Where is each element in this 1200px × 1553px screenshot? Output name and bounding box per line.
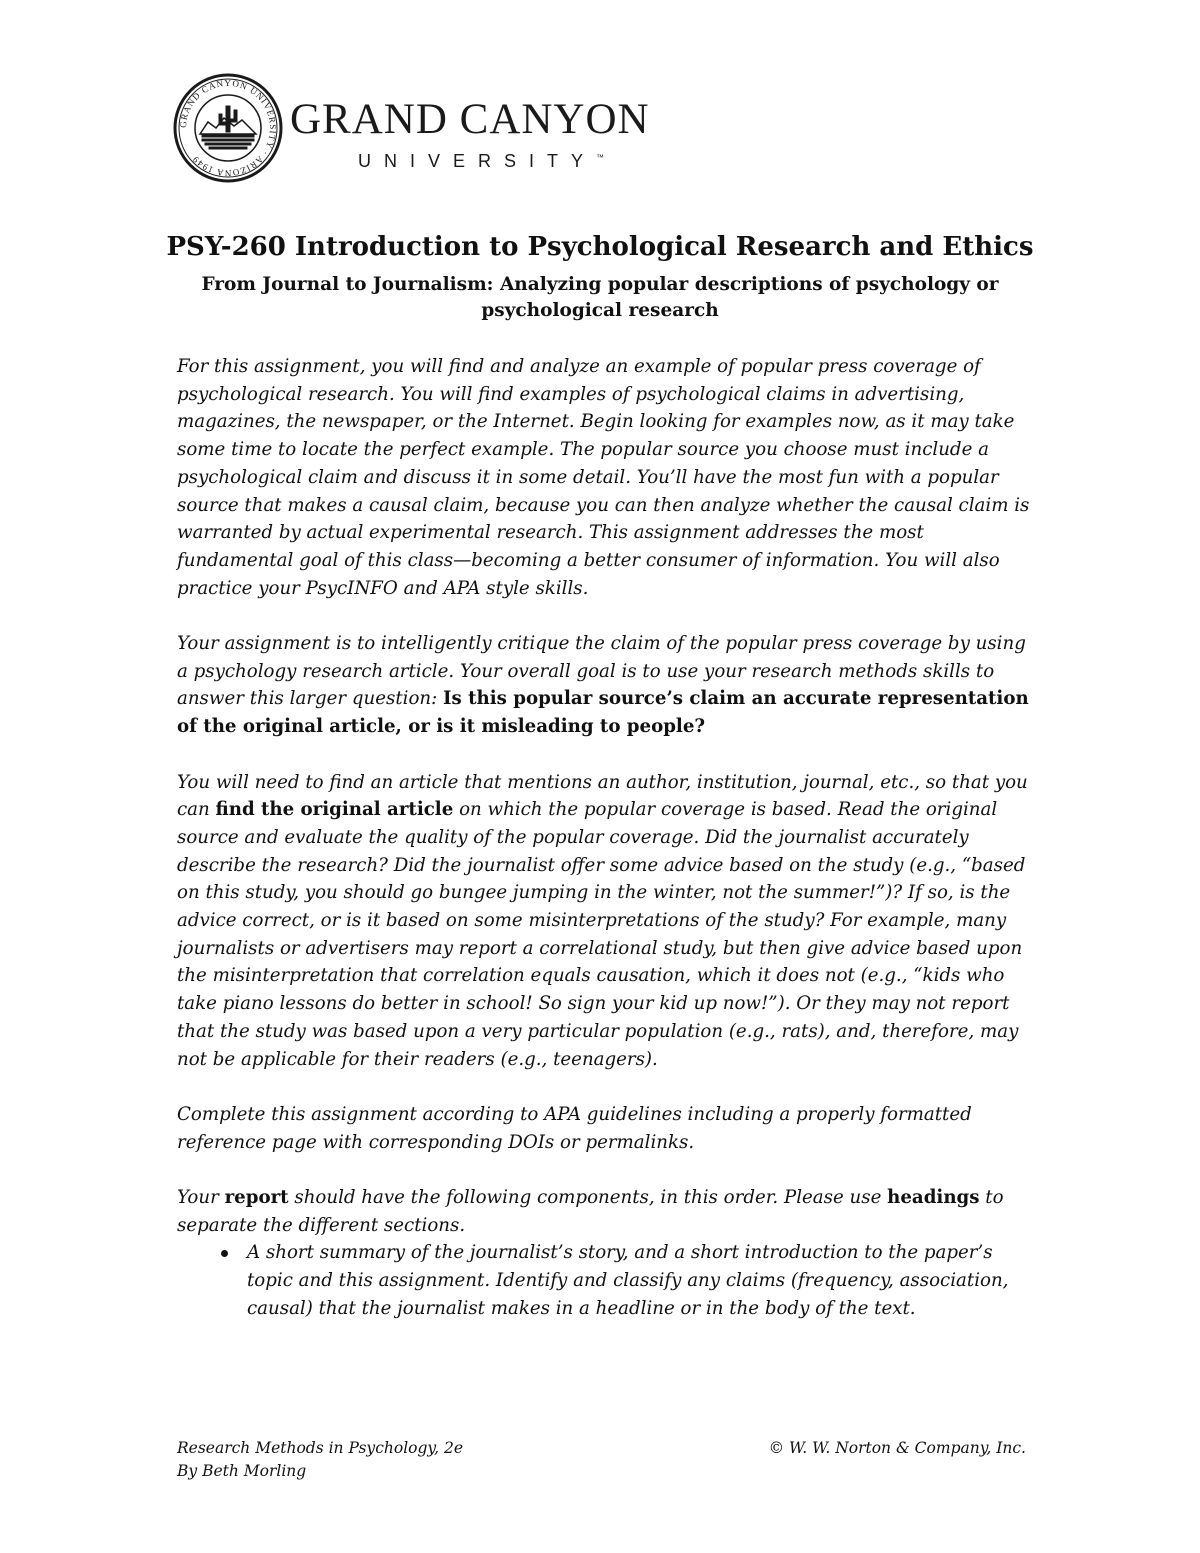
footer-book-title: Research Methods in Psychology, 2e <box>177 1439 463 1457</box>
bullet-icon <box>221 1250 228 1257</box>
footer-left <box>177 1437 463 1483</box>
page-title: PSY-260 Introduction to Psychological Research and Ethics <box>166 232 1034 262</box>
find-original-article-emphasis: find the original article <box>215 799 454 821</box>
paragraph-apa: Complete this assignment according to APA guidelines including a properly formatted reference page with corresponding DOIs or permalinks. <box>177 1103 972 1153</box>
university-logo <box>172 72 652 187</box>
paragraph-report-text-1: Your <box>177 1187 225 1209</box>
key-question: Is this popular source’s claim an accurate representation of the original article, or is it misleading to people? <box>177 688 1029 738</box>
page-subtitle: From Journal to Journalism: Analyzing popular descriptions of psychology or psychological research <box>201 274 999 321</box>
logo-name: GRAND CANYON <box>290 96 650 143</box>
paragraph-find-article <box>177 769 1032 1074</box>
logo-trademark: ™ <box>596 153 605 162</box>
paragraph-assignment-text: Your assignment is to intelligently critique the claim of the popular press coverage by using a psychology research article. Your overall goal is to use your research methods skills to answer this larger question: <box>177 633 1026 710</box>
seal-text: GRAND CANYON UNIVERSITY · ARIZONA 1949 <box>177 77 279 179</box>
paragraph-report-text-3: to separate the different sections. <box>177 1187 1004 1236</box>
paragraph-report-text-2: should have the following components, in this order. Please use <box>288 1187 888 1209</box>
footer-author: By Beth Morling <box>177 1462 307 1480</box>
paragraph-intro: For this assignment, you will find and analyze an example of popular press coverage of psychological research. You will find examples of psychological claims in advertising, magazines, the newspaper, or the Internet. Begin looking for examples now, as it may take some time to locate the perfect example. The popular source you choose must include a psychological claim and discuss it in some detail. You’ll have the most fun with a popular source that makes a causal claim, because you can then analyze whether the causal claim is warranted by actual experimental research. This assignment addresses the most fundamental goal of this class—becoming a better consumer of information. You will also practice your PsycINFO and APA style skills. <box>177 356 1030 599</box>
paragraph-assignment <box>177 630 1032 741</box>
report-emphasis: report <box>224 1187 289 1209</box>
headings-emphasis: headings <box>887 1187 980 1209</box>
report-components-list <box>177 1239 1032 1322</box>
document-body <box>177 353 1032 1323</box>
logo-sub-text: UNIVERSITY <box>358 151 597 171</box>
paragraph-find-article-text-1: You will need to find an article that mentions an author, institution, journal, etc., so that you can <box>177 771 1028 821</box>
footer-copyright: © W. W. Norton & Company, Inc. <box>768 1439 1026 1457</box>
paragraph-find-article-text-2: on which the popular coverage is based. Read the original source and evaluate the quality of the popular coverage. Did the journalist accurately describe the research? Did the journalist offer some advice based on the study (e.g., “based on this study, you should go bungee jumping in the winter, not the summer!”)? If so, is the advice correct, or is it based on some misinterpretations of the study? For example, many journalists or advertisers may report a correlational study, but then give advice based upon the misinterpretation that correlation equals causation, which it does not (e.g., “kids who take piano lessons do better in school! So sign your kid up now!”). Or they may not report that the study was based upon a very particular population (e.g., rats), and, therefore, may not be applicable for their readers (e.g., teenagers). <box>177 799 1026 1070</box>
logo-subtitle <box>358 152 604 170</box>
university-seal-icon <box>172 72 284 184</box>
paragraph-report <box>177 1184 1032 1239</box>
list-item-text: A short summary of the journalist’s story, and a short introduction to the paper’s topic and this assignment. Identify and classify any claims (frequency, association, causal) that the journalist makes in a headline or in the body of the text. <box>247 1242 1009 1319</box>
list-item <box>177 1239 1032 1322</box>
